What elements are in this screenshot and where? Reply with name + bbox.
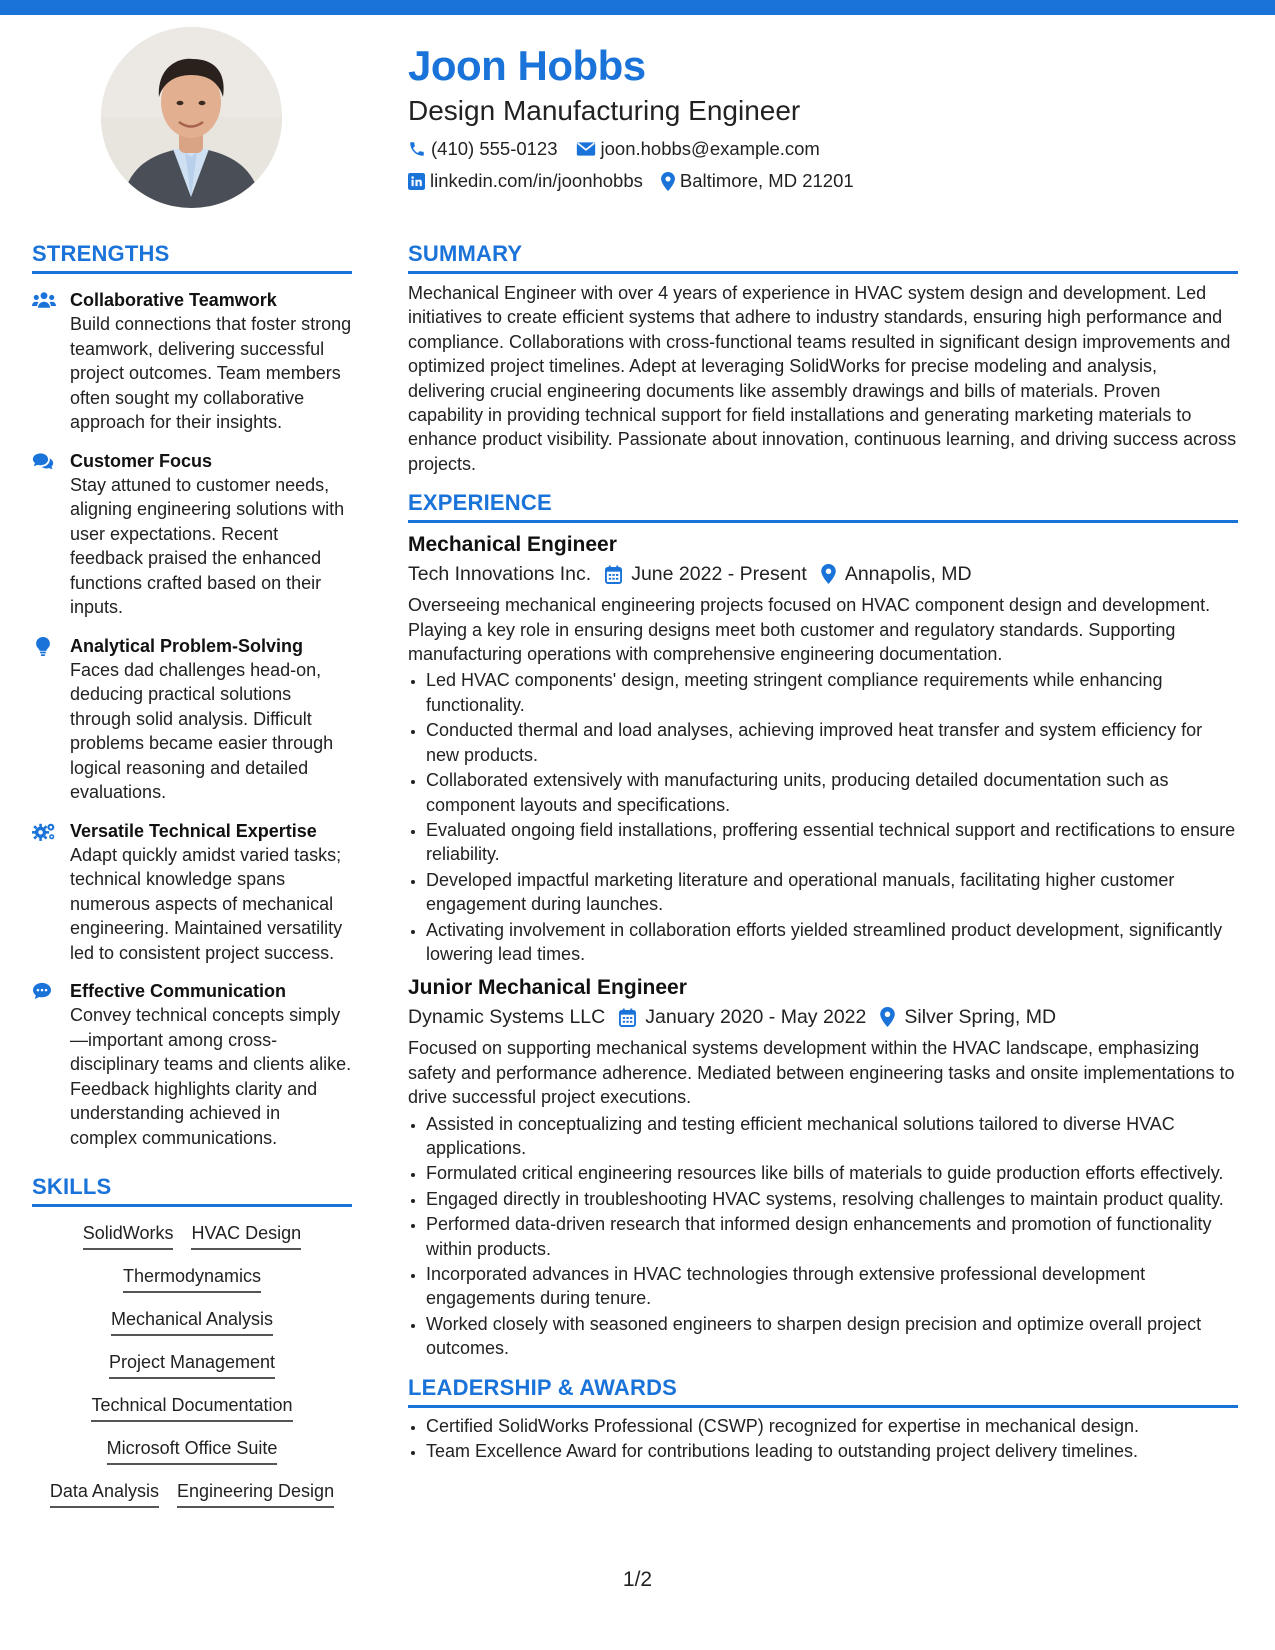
email-contact[interactable] [576, 138, 820, 160]
job-dates [619, 1002, 866, 1032]
envelope-icon [576, 141, 596, 157]
users-icon [32, 291, 56, 309]
calendar-icon [619, 1008, 636, 1027]
job-bullet: • Activating involvement in collaboration efforts yielded streamlined product development, significantly lowering lead times. [426, 918, 1238, 967]
experience-heading: EXPERIENCE [408, 490, 1238, 523]
skill-tag: HVAC Design [191, 1220, 301, 1250]
skill-row [32, 1263, 352, 1293]
phone-text: (410) 555-0123 [431, 138, 558, 159]
job-bullet: • Developed impactful marketing literature and operational manuals, facilitating higher customer engagement during launches. [426, 868, 1238, 917]
job-bullet: • Formulated critical engineering resources like bills of materials to guide production efforts effectively. [426, 1161, 1238, 1185]
right-column [408, 241, 1238, 1464]
phone-contact [408, 138, 558, 160]
strength-description: Build connections that foster strong teamwork, delivering successful project outcomes. Team members often sought my collaborative approach for their insights. [70, 314, 352, 432]
skill-tag: Mechanical Analysis [111, 1306, 273, 1336]
job-bullet: • Evaluated ongoing field installations, proffering essential technical support and rectifications to ensure reliability. [426, 818, 1238, 867]
award-item: • Certified SolidWorks Professional (CSWP) recognized for expertise in mechanical design. [426, 1414, 1238, 1438]
job-location-text: Annapolis, MD [844, 563, 972, 586]
summary-heading: SUMMARY [408, 241, 1238, 274]
speech-bubble-icon [32, 982, 52, 1000]
strength-title: Versatile Technical Expertise [70, 820, 317, 841]
skill-row [32, 1306, 352, 1336]
strength-item [32, 819, 352, 966]
skill-tag: Project Management [109, 1349, 275, 1379]
lightbulb-icon [36, 637, 50, 656]
skill-tag: SolidWorks [83, 1220, 174, 1250]
job-dates [605, 559, 807, 589]
location-text: Baltimore, MD 21201 [679, 170, 854, 191]
job-description: Overseeing mechanical engineering projects focused on HVAC component design and development. Playing a key role in ensuring designs meet both customer and regulatory standards. Supporting manufacturing operations with comprehensive engineering documentation. [408, 595, 1211, 665]
skill-row [32, 1478, 352, 1508]
job-bullets [408, 668, 1238, 966]
job-title: Mechanical Engineer [408, 533, 617, 557]
strength-title: Effective Communication [70, 981, 287, 1001]
job-bullet: • Led HVAC components' design, meeting stringent compliance requirements while enhancing functionality. [426, 668, 1238, 717]
calendar-icon [605, 565, 622, 584]
strength-item [32, 288, 352, 435]
job-bullet: • Performed data-driven research that informed design enhancements and promotion of functionality within products. [426, 1212, 1238, 1261]
candidate-role: Design Manufacturing Engineer [408, 95, 801, 126]
skill-tag: Data Analysis [50, 1478, 159, 1508]
skill-row [32, 1349, 352, 1379]
job-bullet: • Conducted thermal and load analyses, achieving improved heat transfer and system efficiency for new products. [426, 718, 1238, 767]
job-location-text: Silver Spring, MD [904, 1006, 1057, 1029]
skill-row [32, 1435, 352, 1465]
award-item: • Team Excellence Award for contributions leading to outstanding project delivery timelines. [426, 1439, 1238, 1463]
strength-title: Customer Focus [70, 450, 213, 471]
phone-icon [408, 140, 426, 158]
strength-item [32, 449, 352, 620]
strength-description: Stay attuned to customer needs, aligning engineering solutions with user expectations. Recent feedback praised the enhanced functions crafted based on their inputs. [70, 474, 345, 617]
map-pin-icon [880, 1007, 895, 1027]
candidate-name: Joon Hobbs [408, 42, 646, 89]
linkedin-icon [408, 173, 425, 190]
job-title: Junior Mechanical Engineer [408, 976, 687, 1000]
strength-title: Collaborative Teamwork [70, 290, 277, 310]
company-name: Dynamic Systems LLC [408, 1006, 606, 1029]
comments-icon [32, 452, 54, 470]
job-entry [408, 531, 1238, 966]
strength-description: Faces dad challenges head-on, deducing practical solutions through solid analysis. Difficult problems became easier through logical reasoning and detailed evaluations. [70, 659, 334, 802]
strength-item [32, 634, 352, 805]
location-contact [661, 170, 854, 192]
job-bullet: • Assisted in conceptualizing and testing efficient mechanical solutions tailored to diverse HVAC applications. [426, 1112, 1238, 1161]
job-meta [408, 559, 1238, 589]
skill-row [32, 1392, 352, 1422]
strength-item [32, 979, 352, 1150]
strength-description: Convey technical concepts simply—important among cross-disciplinary teams and clients alike. Feedback highlights clarity and understanding achieved in complex communications. [70, 1005, 352, 1148]
job-location [821, 559, 972, 589]
linkedin-text[interactable]: linkedin.com/in/joonhobbs [430, 170, 643, 191]
left-column [32, 241, 352, 1508]
skills-list [32, 1220, 352, 1508]
skills-heading: SKILLS [32, 1174, 352, 1207]
resume-header [408, 40, 1238, 197]
job-bullets [408, 1112, 1238, 1361]
strengths-heading: STRENGTHS [32, 241, 352, 274]
strength-title: Analytical Problem-Solving [70, 635, 304, 656]
map-pin-icon [661, 172, 675, 191]
summary-text: Mechanical Engineer with over 4 years of experience in HVAC system design and development. Led initiatives to create efficient systems that adhere to industry standards, ensuring high performance and compliance. Collaborations with cross-functional teams resulted in significant design improvements and optimized project timelines. Adept at leveraging SolidWorks for precise modeling and analysis, delivering crucial engineering documents like assembly drawings and bills of materials. Proven capability in providing technical support for field installations and generating marketing materials to enhance product visibility. Passionate about innovation, continuous learning, and driving success across projects. [408, 283, 1237, 474]
job-description: Focused on supporting mechanical systems development within the HVAC landscape, emphasizing safety and performance adherence. Mediated between engineering tasks and onsite implementations to drive successful project executions. [408, 1038, 1235, 1108]
job-bullet: • Engaged directly in troubleshooting HVAC systems, resolving challenges to maintain product quality. [426, 1187, 1238, 1211]
job-bullet: • Incorporated advances in HVAC technologies through extensive professional development engagements during tenure. [426, 1262, 1238, 1311]
job-dates-text: January 2020 - May 2022 [645, 1006, 867, 1029]
job-bullet: • Worked closely with seasoned engineers to sharpen design precision and optimize overall project outcomes. [426, 1312, 1238, 1361]
awards-heading: LEADERSHIP & AWARDS [408, 1375, 1238, 1408]
skill-row [32, 1220, 352, 1250]
job-location [880, 1002, 1056, 1032]
gears-icon [32, 822, 56, 841]
awards-list [408, 1414, 1238, 1464]
email-text[interactable]: joon.hobbs@example.com [600, 138, 820, 159]
skill-tag: Engineering Design [177, 1478, 334, 1508]
job-dates-text: June 2022 - Present [631, 563, 807, 586]
job-bullet: • Collaborated extensively with manufacturing units, producing detailed documentation such as component layouts and specifications. [426, 768, 1238, 817]
job-entry [408, 974, 1238, 1360]
map-pin-icon [821, 564, 836, 584]
strength-description: Adapt quickly amidst varied tasks; technical knowledge spans numerous aspects of mechanical engineering. Maintained versatility led to consistent project success. [70, 844, 343, 963]
skill-tag: Technical Documentation [91, 1392, 292, 1422]
profile-photo [101, 27, 282, 208]
linkedin-contact[interactable] [408, 170, 643, 192]
company-name: Tech Innovations Inc. [408, 563, 592, 586]
top-accent-bar [0, 0, 1275, 15]
skill-tag: Thermodynamics [123, 1263, 261, 1293]
skill-tag: Microsoft Office Suite [107, 1435, 278, 1465]
job-meta [408, 1002, 1238, 1032]
page-number: 1/2 [622, 1568, 653, 1591]
